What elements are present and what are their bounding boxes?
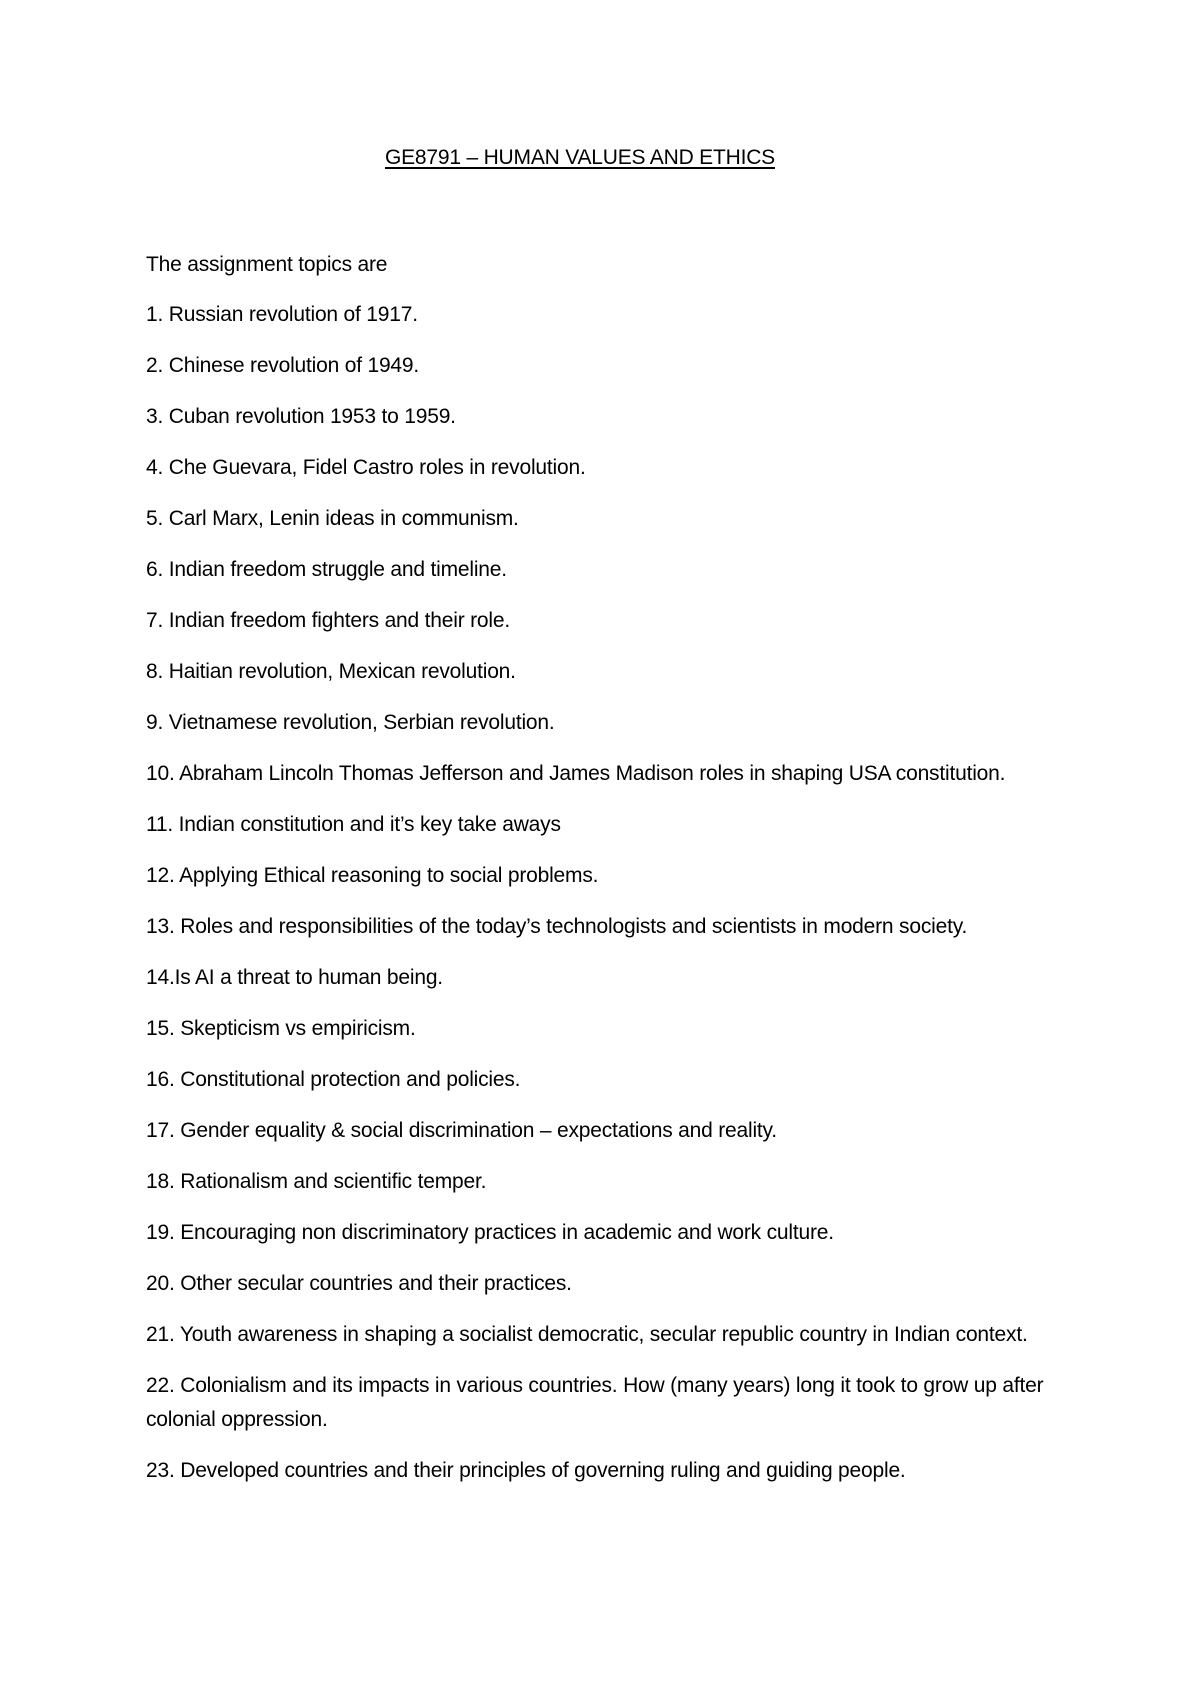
topic-item-5: 5. Carl Marx, Lenin ideas in communism. [146,507,519,530]
topic-item-11: 11. Indian constitution and it’s key take aways [146,813,561,836]
topic-item-16: 16. Constitutional protection and policies. [146,1068,521,1091]
topic-item-22: 22. Colonialism and its impacts in various countries. How (many years) long it took to grow up after colonial oppression. [146,1374,1044,1431]
topic-item-4: 4. Che Guevara, Fidel Castro roles in revolution. [146,456,586,479]
topic-item-17: 17. Gender equality & social discrimination – expectations and reality. [146,1119,777,1142]
topic-item-6: 6. Indian freedom struggle and timeline. [146,558,507,581]
topic-item-21: 21. Youth awareness in shaping a socialist democratic, secular republic country in Indian context. [146,1323,1028,1346]
topic-item-18: 18. Rationalism and scientific temper. [146,1170,487,1193]
document-title: GE8791 – HUMAN VALUES AND ETHICS [384,146,775,169]
topic-item-7: 7. Indian freedom fighters and their role. [146,609,510,632]
topic-item-15: 15. Skepticism vs empiricism. [146,1017,416,1040]
topic-item-1: 1. Russian revolution of 1917. [146,303,418,326]
topic-item-20: 20. Other secular countries and their practices. [146,1272,572,1295]
topic-item-19: 19. Encouraging non discriminatory practices in academic and work culture. [146,1221,834,1244]
topic-item-8: 8. Haitian revolution, Mexican revolution. [146,660,516,683]
topic-item-13: 13. Roles and responsibilities of the today’s technologists and scientists in modern society. [146,915,968,938]
topic-item-10: 10. Abraham Lincoln Thomas Jefferson and James Madison roles in shaping USA constitution. [146,762,1006,785]
topic-item-23: 23. Developed countries and their principles of governing ruling and guiding people. [146,1459,906,1482]
topic-item-9: 9. Vietnamese revolution, Serbian revolution. [146,711,555,734]
topic-item-14: 14.Is AI a threat to human being. [146,966,443,989]
intro-text: The assignment topics are [146,253,388,276]
topic-item-3: 3. Cuban revolution 1953 to 1959. [146,405,456,428]
topic-item-12: 12. Applying Ethical reasoning to social problems. [146,864,599,887]
topic-item-2: 2. Chinese revolution of 1949. [146,354,420,377]
topic-list [146,248,1046,1505]
